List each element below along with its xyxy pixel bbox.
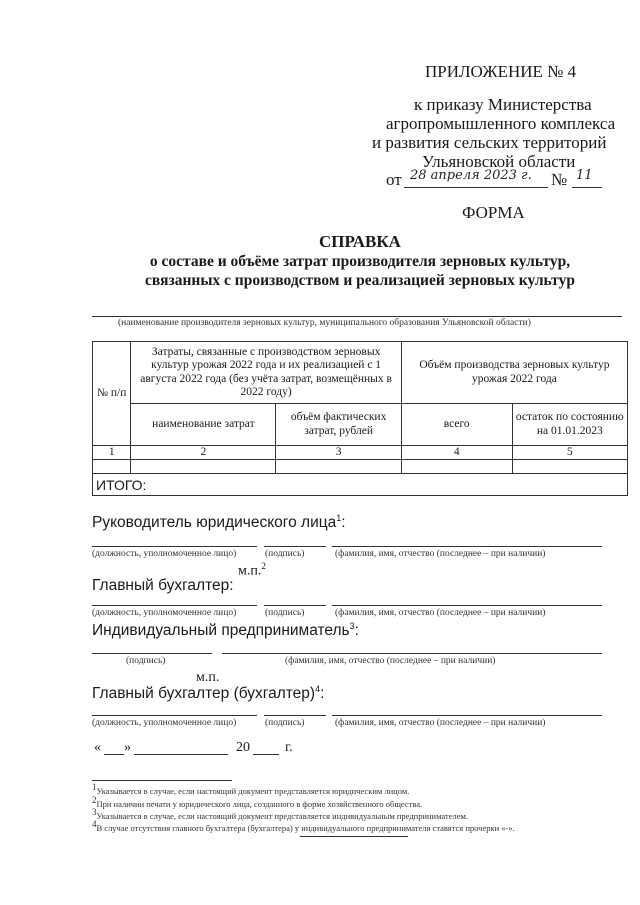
signature-caption: (подпись) (265, 608, 305, 618)
signature-caption: (подпись) (126, 656, 166, 666)
volume-group-header: Объём производства зерновых культур урожая 2022 года (401, 342, 627, 404)
footnote-ref-1: 1 (336, 513, 342, 523)
form-label: ФОРМА (462, 203, 525, 222)
position-line (92, 546, 257, 547)
costs-group-header: Затраты, связанные с производством зерновых культур урожая 2022 года и их реализацией с 1 августа 2022 года (без учёта затрат, возмещённых в 2022 году) (131, 342, 401, 404)
signature-caption: (подпись) (265, 718, 305, 728)
order-line-4: Ульяновской области (422, 152, 576, 171)
name-caption: (фамилия, имя, отчество (последнее – при наличии) (335, 608, 546, 618)
order-line-2: агропромышленного комплекса (386, 114, 616, 133)
footnote-mark: 4 (92, 819, 97, 829)
year-suffix: г. (285, 740, 293, 755)
footnote-text: В случае отсутствия главного бухгалтера (бухгалтера) у индивидуального предпринимателя ставятся прочерки «-». (96, 822, 515, 833)
entrepreneur-label: Индивидуальный предприниматель$^3$: (92, 621, 359, 640)
name-line (332, 546, 602, 547)
index-cell: 2 (131, 446, 276, 460)
name-line (332, 715, 602, 716)
document-subtitle-1: о составе и объёме затрат производителя зерновых культур, (149, 253, 571, 270)
position-caption: (должность, уполномоченное лицо) (92, 549, 237, 559)
entrepreneur-label-text: Индивидуальный предприниматель (92, 622, 350, 640)
stamp-mark-text: м.п. (238, 563, 262, 579)
name-line (222, 653, 602, 654)
total-label: ИТОГО: (93, 474, 628, 496)
position-caption: (должность, уполномоченное лицо) (92, 718, 237, 728)
order-line-3: и развития сельских территорий (372, 133, 607, 152)
footnote-ref-4: 4 (315, 684, 321, 694)
empty-cell (401, 460, 512, 474)
document-subtitle-2: связанных с производством и реализацией зерновых культур (145, 272, 575, 289)
name-caption: (фамилия, имя, отчество (последнее – при наличии) (335, 718, 546, 728)
number-label: № (551, 170, 568, 189)
chief-accountant-2-text: Главный бухгалтер (бухгалтер) (92, 685, 316, 703)
name-caption: (фамилия, имя, отчество (последнее – при наличии) (285, 656, 496, 666)
date-open-quote: « (94, 740, 101, 755)
year-line (253, 754, 279, 755)
producer-caption: (наименование производителя зерновых культур, муниципального образования Ульяновской области) (118, 318, 531, 328)
index-cell: 4 (401, 446, 512, 460)
footnote-text: Указывается в случае, если настоящий документ представляется индивидуальным предпринимателем. (96, 810, 468, 821)
empty-cell (512, 460, 627, 474)
footnote-4 (92, 819, 515, 833)
empty-cell (93, 460, 131, 474)
total-header: всего (401, 404, 512, 446)
index-cell: 3 (276, 446, 401, 460)
date-underline (404, 187, 548, 188)
cost-name-header: наименование затрат (131, 404, 276, 446)
index-cell: 5 (512, 446, 627, 460)
appendix-title: ПРИЛОЖЕНИЕ № 4 (425, 62, 577, 81)
footnote-mark: 3 (92, 807, 97, 817)
footnote-ref-2: 2 (261, 561, 266, 571)
date-close-quote: » (124, 740, 131, 755)
costs-table (92, 341, 628, 496)
footnote-ref-3: 3 (349, 621, 355, 631)
empty-cell (276, 460, 401, 474)
signature-caption: (подпись) (265, 549, 305, 559)
remainder-header: остаток по состоянию на 01.01.2023 (512, 404, 627, 446)
handwritten-date: 28 апреля 2023 г. (410, 168, 532, 183)
footnote-mark: 1 (92, 782, 97, 792)
name-line (332, 605, 602, 606)
col-num-header: № п/п (93, 342, 131, 446)
index-cell: 1 (93, 446, 131, 460)
signature-line (264, 546, 326, 547)
signature-line (92, 653, 212, 654)
footnote-1 (92, 782, 409, 796)
head-label-text: Руководитель юридического лица (92, 514, 337, 532)
number-underline (572, 187, 602, 188)
index-row (93, 446, 628, 460)
table-row (93, 460, 628, 474)
signature-line (264, 715, 326, 716)
from-label: от (386, 170, 402, 189)
document-title: СПРАВКА (319, 232, 401, 251)
footnote-mark: 2 (92, 795, 97, 805)
stamp-mark (238, 561, 266, 580)
year-prefix: 20 (236, 740, 250, 755)
total-row (93, 474, 628, 496)
head-label: Руководитель юридического лица$^1$: (92, 513, 346, 532)
name-caption: (фамилия, имя, отчество (последнее – при наличии) (335, 549, 546, 559)
handwritten-number: 11 (576, 168, 593, 183)
empty-cell (131, 460, 276, 474)
footnote-text: Указывается в случае, если настоящий документ представляется юридическим лицом. (96, 785, 410, 796)
position-line (92, 605, 257, 606)
stamp-mark-2: м.п. (196, 670, 220, 685)
position-caption: (должность, уполномоченное лицо) (92, 608, 237, 618)
month-line (134, 754, 228, 755)
position-line (92, 715, 257, 716)
cost-amount-header: объём фактических затрат, рублей (276, 404, 401, 446)
chief-accountant-2-label: Главный бухгалтер (бухгалтер)$^4$: (92, 684, 325, 703)
footnote-separator (92, 780, 232, 781)
order-line-1: к приказу Министерства (414, 95, 592, 114)
signature-line (264, 605, 326, 606)
end-separator (300, 836, 408, 837)
footnote-text: При наличии печати у юридического лица, созданного в форме хозяйственного общества. (96, 798, 423, 809)
producer-line (92, 316, 622, 317)
chief-accountant-label: Главный бухгалтер: (92, 577, 234, 594)
day-line (104, 754, 124, 755)
